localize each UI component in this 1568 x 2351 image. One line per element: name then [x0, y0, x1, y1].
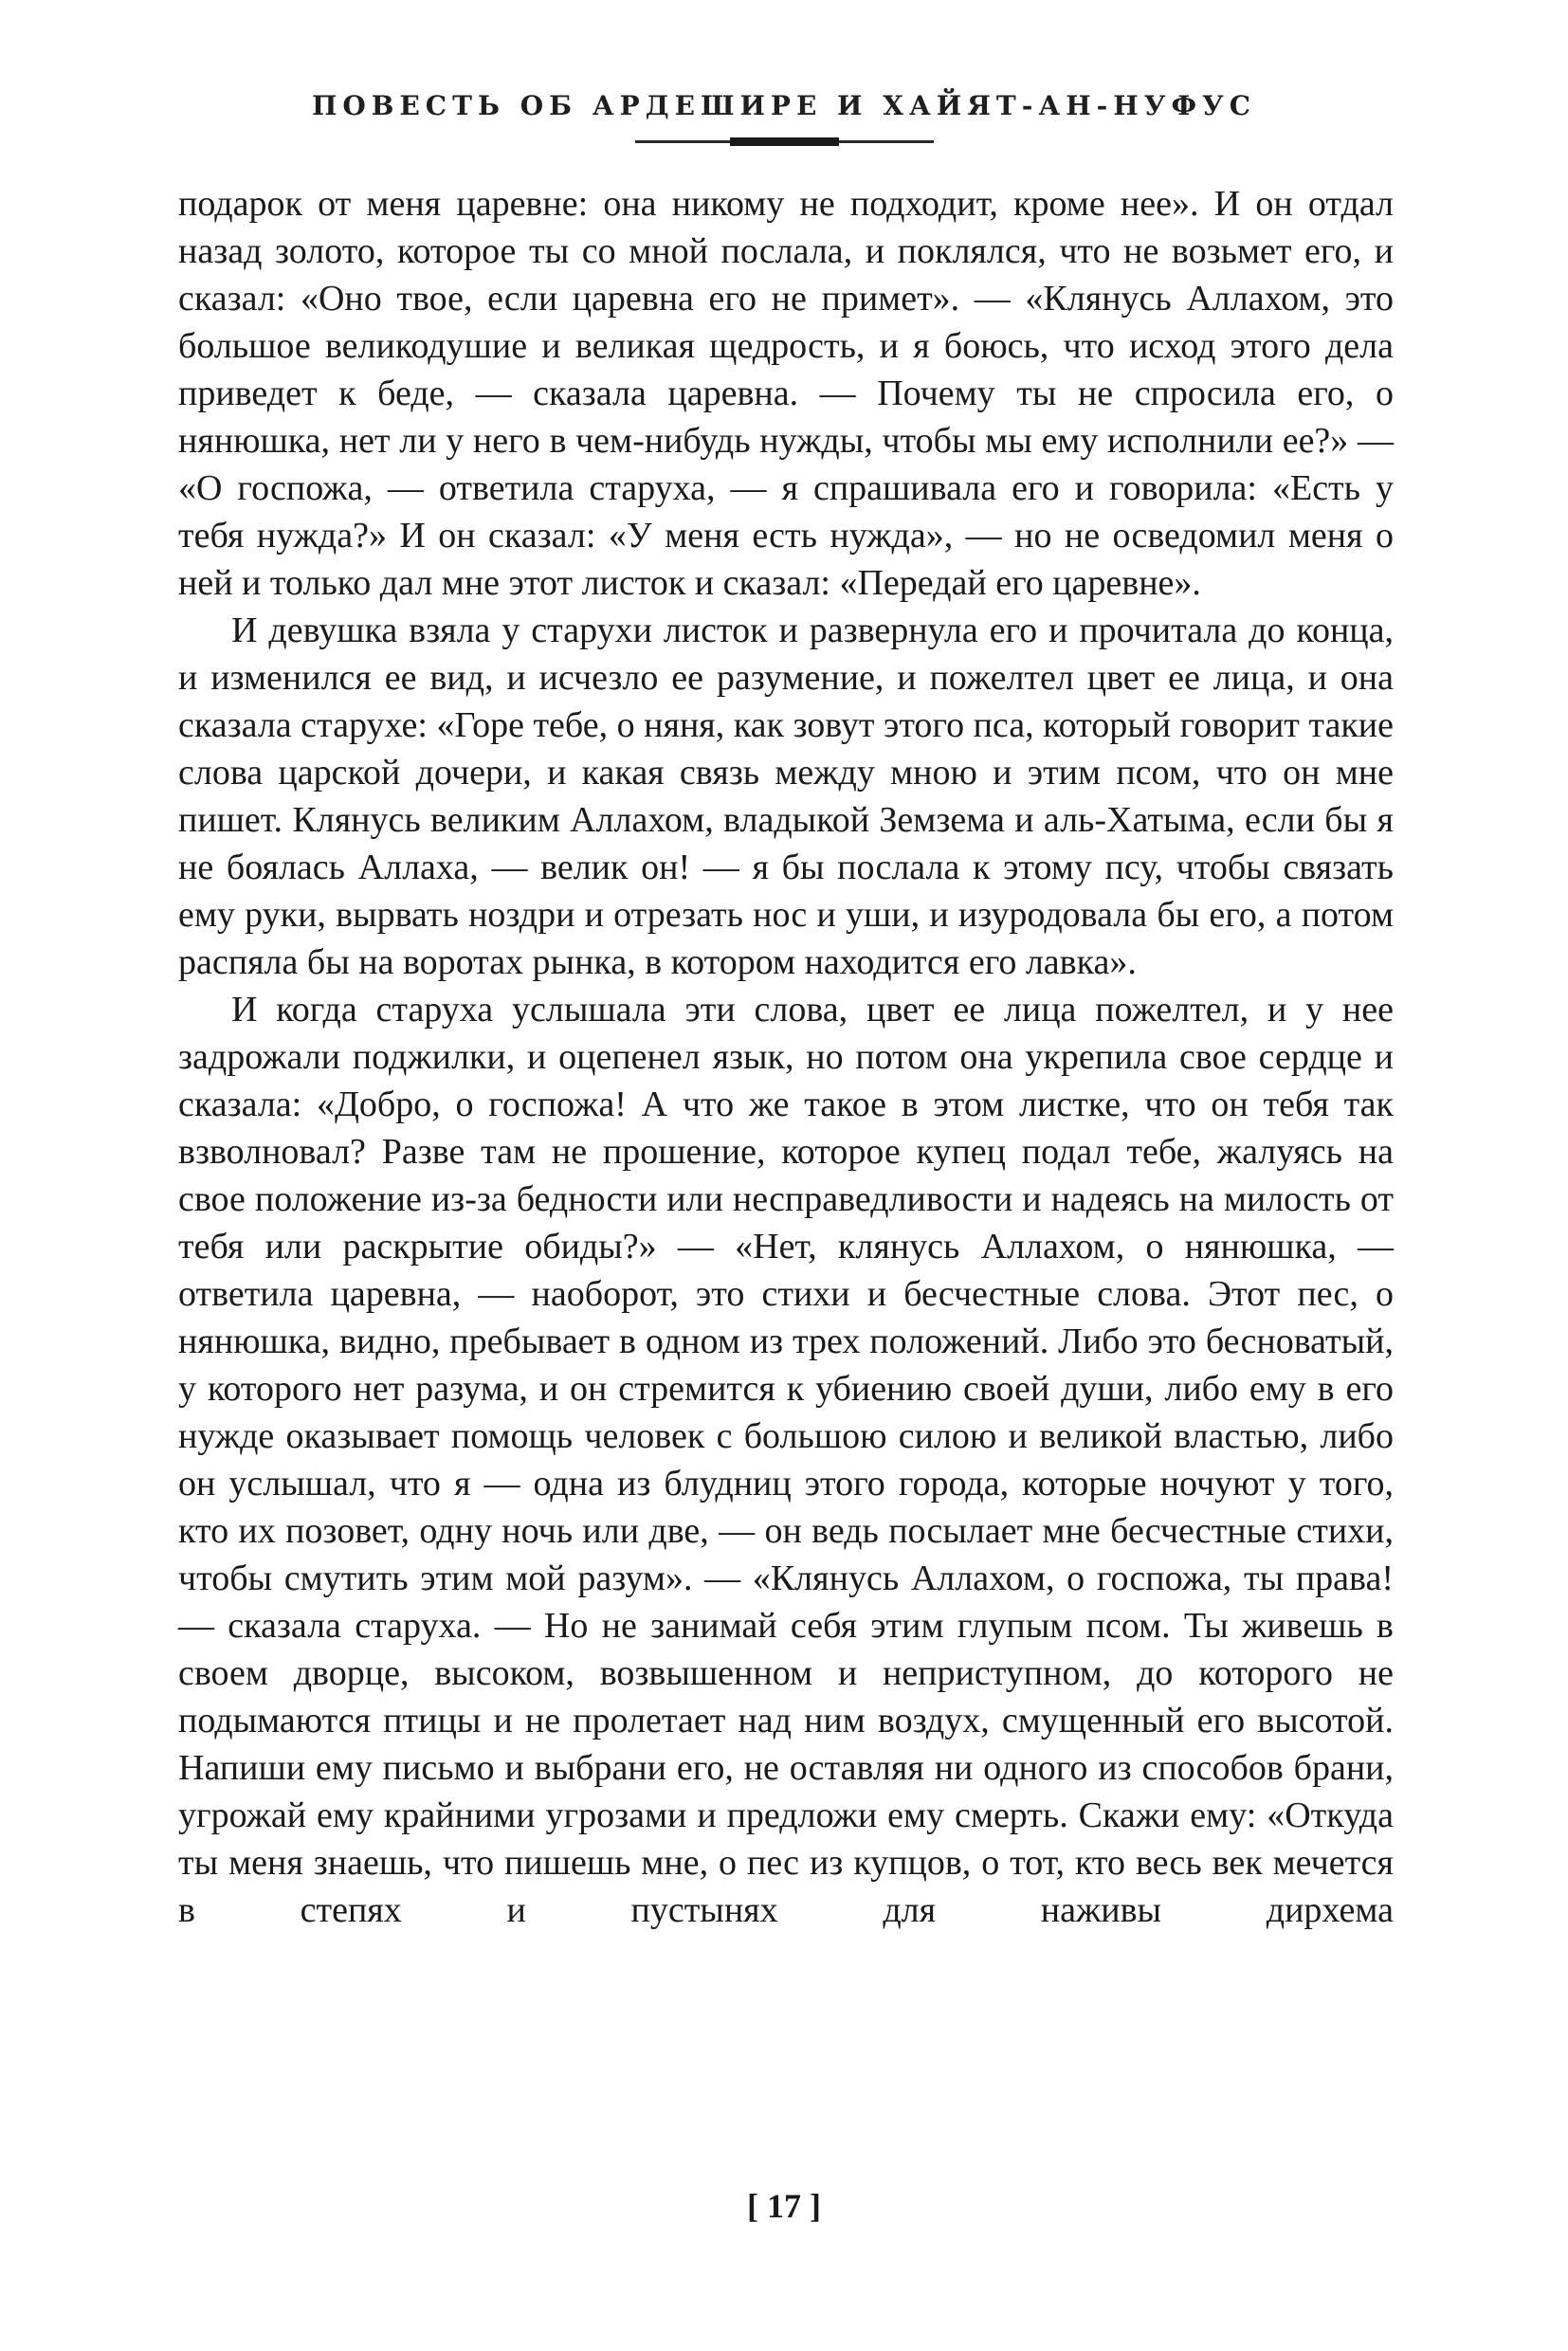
body-text [178, 180, 1394, 1934]
paragraph-2: И девушка взяла у старухи листок и развернула его и прочитала до конца, и изменился ее вид, и исчезло ее разумение, и пожелтел цвет ее лица, и она сказала старухе: «Горе тебе, о няня, как зовут этого пса, который говорит такие слова царской дочери, и какая связь между мною и этим псом, что он мне пишет. Клянусь великим Аллахом, владыкой Земзема и аль-Хатыма, если бы я не боялась Аллаха, — велик он! — я бы послала к этому псу, чтобы связать ему руки, вырвать ноздри и отрезать нос и уши, и изуродовала бы его, а потом распяла бы на воротах рынка, в котором находится его лавка». [178, 611, 1394, 982]
page-number: [ 17 ] [747, 2187, 821, 2225]
running-head: ПОВЕСТЬ ОБ АРДЕШИРЕ И ХАЙЯТ-АН-НУФУС [311, 90, 1257, 121]
paragraph-3: И когда старуха услышала эти слова, цвет ее лица пожелтел, и у нее задрожали поджилки, и оцепенел язык, но потом она укрепила свое сердце и сказала: «Добро, о госпожа! А что же такое в этом листке, что он тебя так взволновал? Разве там не прошение, которое купец подал тебе, жалуясь на свое положение из-за бедности или несправедливости и надеясь на милость от тебя или раскрытие обиды?» — «Нет, клянусь Аллахом, о нянюшка, — ответила царевна, — наоборот, это стихи и бесчестные слова. Этот пес, о нянюшка, видно, пребывает в одном из трех положений. Либо это бесноватый, у которого нет разума, и он стремится к убиению своей души, либо ему в его нужде оказывает помощь человек с большою силою и великой властью, либо он услышал, что я — одна из блудниц этого города, которые ночуют у того, кто их позовет, одну ночь или две, — он ведь посылает мне бесчестные стихи, чтобы смутить этим мой разум». — «Клянусь Аллахом, о госпожа, ты права! — сказала старуха. — Но не занимай себя этим глупым псом. Ты живешь в своем дворце, высоком, возвышенном и неприступном, до которого не подымаются птицы и не пролетает над ним воздух, смущенный его высотой. Напиши ему письмо и выбрани его, не оставляя ни одного из способов брани, угрожай ему крайними угрозами и предложи ему смерть. Скажи ему: «Откуда ты меня знаешь, что пишешь мне, о пес из купцов, о тот, кто весь век мечется в степях и пустынях для наживы дирхема [178, 990, 1394, 1930]
paragraph-1: подарок от меня царевне: она никому не подходит, кроме нее». И он отдал назад золото, которое ты со мной послала, и поклялся, что не возьмет его, и сказал: «Оно твое, если царевна его не примет». — «Клянусь Аллахом, это большое великодушие и великая щедрость, и я боюсь, что исход этого дела приведет к беде, — сказала царевна. — Почему ты не спросила его, о нянюшка, нет ли у него в чем-нибудь нужды, чтобы мы ему исполнили ее?» — «О госпожа, — ответила старуха, — я спрашивала его и говорила: «Есть у тебя нужда?» И он сказал: «У меня есть нужда», — но не осведомил меня о ней и только дал мне этот листок и сказал: «Передай его царевне». [178, 184, 1394, 603]
header-rule-accent [730, 137, 839, 146]
